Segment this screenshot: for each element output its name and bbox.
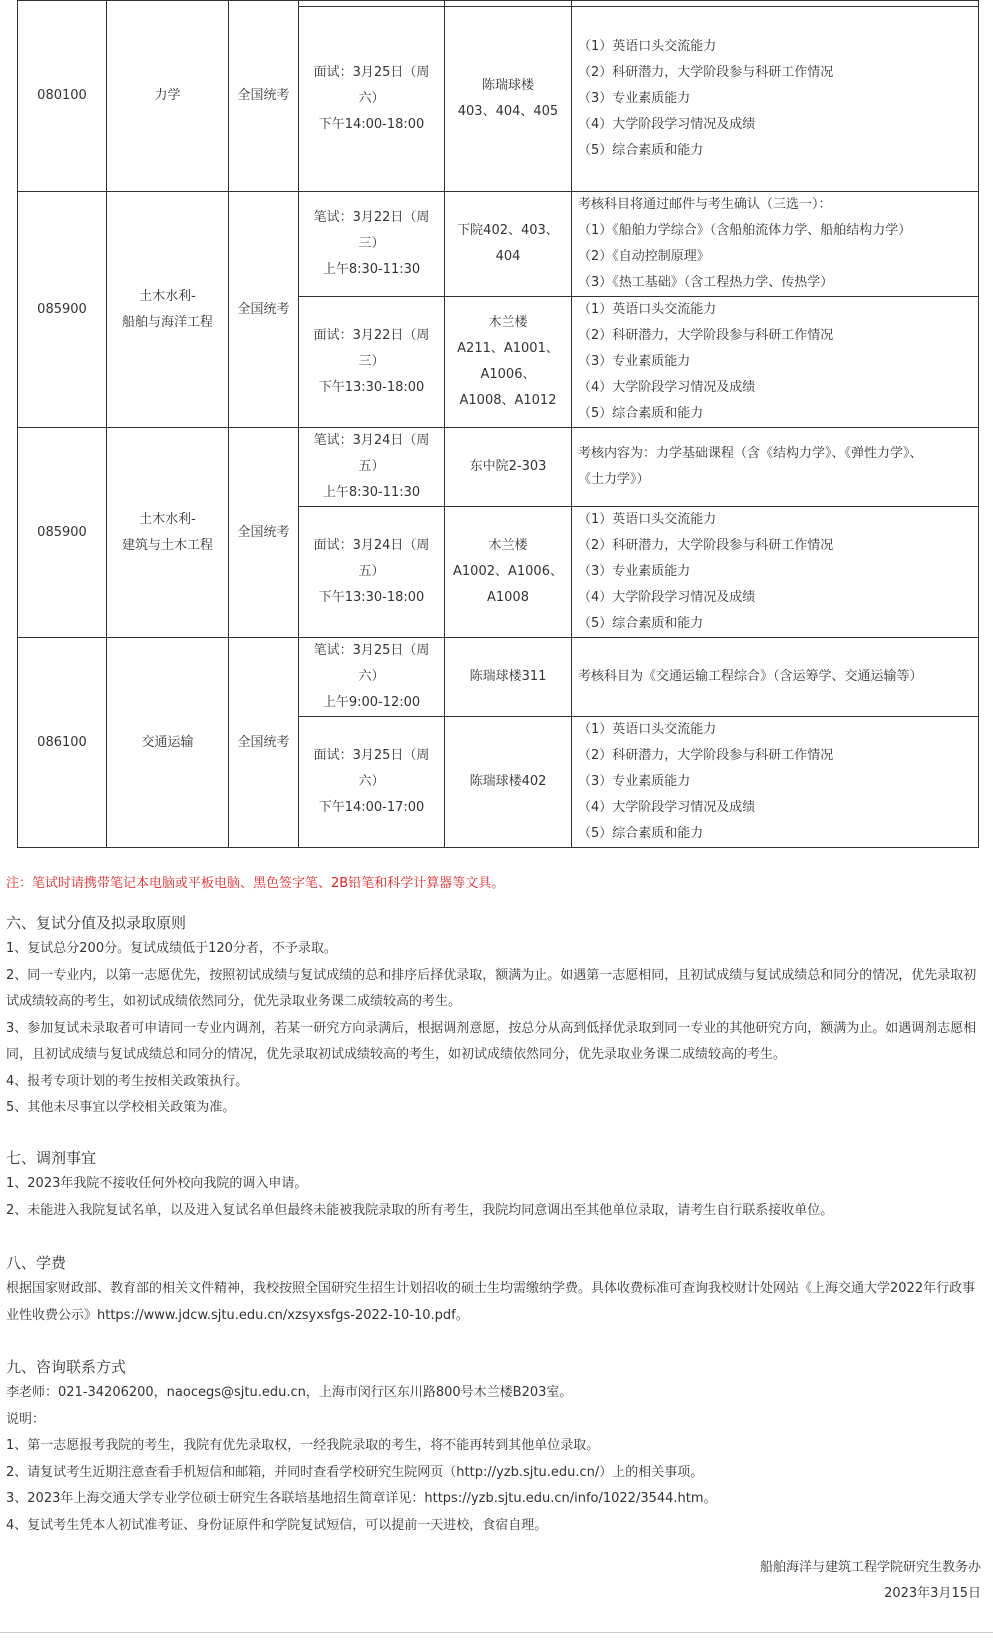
assessment-content-cell-line: （3）专业素质能力 <box>578 91 691 106</box>
assessment-content-cell-line: （4）大学阶段学习情况及成绩 <box>578 380 756 395</box>
session-time-cell-line: 下午13:30-18:00 <box>318 380 425 395</box>
section-scoring-principles <box>6 910 985 1122</box>
session-location-cell <box>445 192 572 297</box>
assessment-content-cell-line: （3）《热工基础》（含工程热力学、传热学） <box>578 275 834 290</box>
section-title: 六、复试分值及拟录取原则 <box>6 914 187 932</box>
assessment-content-cell-line: （5）综合素质和能力 <box>578 406 704 421</box>
section-paragraph: 根据国家财政部、教育部的相关文件精神，我校按照全国研究生招生计划招收的硕士生均需缴纳学费。具体收费标准可查询我校财计处网站《上海交通大学2022年行政事业性收费公示》https://www.jdcw.sjtu.edu.cn/xzsyxsfgs-2022-10-10.pdf。 <box>6 1281 976 1323</box>
assessment-content-cell-line: （4）大学阶段学习情况及成绩 <box>578 117 756 132</box>
session-location-cell <box>445 297 572 428</box>
session-time-cell <box>299 297 445 428</box>
session-time-cell-line: 五） <box>358 564 385 579</box>
session-time-cell <box>299 192 445 297</box>
assessment-content-cell-line: （1）英语口头交流能力 <box>578 722 717 737</box>
session-time-cell-line: 五） <box>358 459 385 474</box>
assessment-content-cell <box>572 297 979 428</box>
section-title: 七、调剂事宜 <box>6 1149 97 1167</box>
major-name-cell-line: 力学 <box>154 88 181 103</box>
session-location-cell <box>445 717 572 848</box>
assessment-content-cell-line: 考核科目将通过邮件与考生确认（三选一）： <box>578 197 832 212</box>
session-location-cell-line: 404 <box>495 249 521 264</box>
assessment-content-cell-line: （2）科研潜力，大学阶段参与科研工作情况 <box>578 748 834 763</box>
session-location-cell <box>445 507 572 638</box>
section-paragraph: 2、同一专业内，以第一志愿优先，按照初试成绩与复试成绩的总和排序后择优录取，额满为止。如遇第一志愿相同，且初试成绩与复试成绩总和同分的情况，优先录取初试成绩较高的考生，如初试成绩依然同分，优先录取业务课二成绩较高的考生。 <box>6 967 977 1009</box>
section-paragraph: 李老师：021-34206200，naocegs@sjtu.edu.cn，上海市闵行区东川路800号木兰楼B203室。 <box>6 1385 573 1400</box>
session-time-cell-line: 六） <box>358 774 385 789</box>
session-location-cell-line: 陈瑞球楼 <box>481 78 534 93</box>
assessment-content-cell <box>572 638 979 717</box>
session-time-cell-line: 六） <box>358 91 385 106</box>
assessment-content-cell-line: （3）专业素质能力 <box>578 774 691 789</box>
section-contact <box>6 1354 985 1539</box>
section-paragraph: 说明： <box>6 1411 46 1427</box>
table-row <box>18 428 979 507</box>
assessment-content-cell <box>572 7 979 192</box>
major-code-cell: 086100 <box>18 638 107 848</box>
assessment-content-cell-line: 《土力学》） <box>578 472 650 487</box>
assessment-content-cell <box>572 428 979 507</box>
section-paragraph: 3、参加复试未录取者可申请同一专业内调剂，若某一研究方向录满后，根据调剂意愿，按总分从高到低择优录取到同一专业的其他研究方向，额满为止。如遇调剂志愿相同，且初试成绩与复试成绩总和同分的情况，优先录取初试成绩较高的考生，如初试成绩依然同分，优先录取业务课二成绩较高的考生。 <box>6 1020 977 1062</box>
page-bottom-divider <box>0 1632 993 1633</box>
assessment-content-cell-line: （2）科研潜力，大学阶段参与科研工作情况 <box>578 65 834 80</box>
assessment-content-cell <box>572 717 979 848</box>
session-location-cell-line: 下院402、403、 <box>457 223 559 238</box>
session-location-cell-line: 陈瑞球楼311 <box>469 669 547 684</box>
session-location-cell-line: 陈瑞球楼402 <box>469 774 547 789</box>
session-time-cell-line: 上午8:30-11:30 <box>322 485 421 500</box>
major-name-cell <box>107 192 229 428</box>
session-time-cell-line: 笔试：3月25日（周 <box>313 643 430 658</box>
session-location-cell-line: 东中院2-303 <box>469 459 547 474</box>
exam-type-cell: 全国统考 <box>229 638 299 848</box>
assessment-content-cell-line: （3）专业素质能力 <box>578 354 691 369</box>
session-time-cell-line: 面试：3月22日（周 <box>313 328 430 343</box>
major-name-cell-line: 交通运输 <box>141 734 194 750</box>
major-code-cell: 085900 <box>18 428 107 638</box>
session-location-cell-line: 木兰楼 <box>488 538 528 553</box>
assessment-content-cell-line: 考核内容为：力学基础课程（含《结构力学》、《弹性力学》、 <box>578 446 923 461</box>
session-location-cell <box>445 638 572 717</box>
table-row <box>18 638 979 717</box>
table-row <box>18 192 979 297</box>
section-title: 八、学费 <box>6 1254 67 1272</box>
assessment-content-cell-line: （1）英语口头交流能力 <box>578 39 717 54</box>
assessment-content-cell <box>572 192 979 297</box>
session-time-cell-line: 下午13:30-18:00 <box>318 590 425 605</box>
assessment-content-cell-line: （5）综合素质和能力 <box>578 143 704 158</box>
section-title: 九、咨询联系方式 <box>6 1358 127 1376</box>
assessment-content-cell-line: （1）英语口头交流能力 <box>578 302 717 317</box>
session-location-cell-line: A211、A1001、 <box>457 341 559 356</box>
assessment-content-cell <box>572 507 979 638</box>
section-tuition <box>6 1250 985 1329</box>
section-paragraph: 1、2023年我院不接收任何外校向我院的调入申请。 <box>6 1176 308 1191</box>
assessment-content-cell-line: （5）综合素质和能力 <box>578 826 704 841</box>
assessment-content-cell-line: （2）科研潜力，大学阶段参与科研工作情况 <box>578 538 834 553</box>
issuing-office: 船舶海洋与建筑工程学院研究生教务办 <box>759 1560 981 1575</box>
major-code-cell: 080100 <box>18 1 107 192</box>
assessment-content-cell-line: （4）大学阶段学习情况及成绩 <box>578 590 756 605</box>
major-name-cell <box>107 638 229 848</box>
section-paragraph: 1、复试总分200分。复试成绩低于120分者，不予录取。 <box>6 941 337 956</box>
session-location-cell-line: 403、404、405 <box>457 104 559 119</box>
session-location-cell-line: A1002、A1006、 <box>453 564 563 579</box>
assessment-content-cell-line: （2）科研潜力，大学阶段参与科研工作情况 <box>578 328 834 343</box>
session-time-cell <box>299 638 445 717</box>
session-time-cell <box>299 428 445 507</box>
session-time-cell <box>299 7 445 192</box>
assessment-content-cell-line: （5）综合素质和能力 <box>578 616 704 631</box>
session-time-cell-line: 笔试：3月22日（周 <box>313 210 430 225</box>
assessment-content-cell-line: （1）英语口头交流能力 <box>578 512 717 527</box>
exam-note: 注：笔试时请携带笔记本电脑或平板电脑、黑色签字笔、2B铅笔和科学计算器等文具。 <box>6 876 505 891</box>
session-time-cell-line: 上午9:00-12:00 <box>322 695 421 710</box>
session-time-cell-line: 上午8:30-11:30 <box>322 262 421 277</box>
interview-schedule-table <box>17 0 979 848</box>
session-time-cell <box>299 717 445 848</box>
exam-type-cell: 全国统考 <box>229 192 299 428</box>
assessment-content-cell-line: 考核科目为《交通运输工程综合》（含运筹学、交通运输等） <box>578 669 923 684</box>
schedule-table-body <box>18 1 979 848</box>
session-location-cell <box>445 7 572 192</box>
session-time-cell-line: 面试：3月24日（周 <box>313 538 430 553</box>
section-paragraph: 2、未能进入我院复试名单，以及进入复试名单但最终未能被我院录取的所有考生，我院均同意调出至其他单位录取，请考生自行联系接收单位。 <box>6 1202 834 1218</box>
session-location-cell-line: A1008、A1012 <box>459 393 557 408</box>
session-time-cell-line: 笔试：3月24日（周 <box>313 433 430 448</box>
section-paragraph: 2、请复试考生近期注意查看手机短信和邮箱，并同时查看学校研究生院网页（http://yzb.sjtu.edu.cn/）上的相关事项。 <box>6 1464 704 1480</box>
assessment-content-cell-line: （2）《自动控制原理》 <box>578 249 710 264</box>
major-name-cell-line: 土木水利- <box>139 511 196 527</box>
session-time-cell-line: 三） <box>358 354 385 369</box>
section-paragraph: 4、报考专项计划的考生按相关政策执行。 <box>6 1073 249 1089</box>
major-name-cell <box>107 428 229 638</box>
session-time-cell-line: 六） <box>358 669 385 684</box>
session-location-cell-line: A1006、 <box>480 367 536 382</box>
exam-type-cell: 全国统考 <box>229 428 299 638</box>
session-time-cell-line: 面试：3月25日（周 <box>313 748 430 763</box>
section-paragraph: 4、复试考生凭本人初试准考证、身份证原件和学院复试短信，可以提前一天进校，食宿自理。 <box>6 1517 548 1533</box>
assessment-content-cell-line: （1）《船舶力学综合》（含船舶流体力学、船舶结构力学） <box>578 223 912 238</box>
major-code-cell: 085900 <box>18 192 107 428</box>
issue-date: 2023年3月15日 <box>884 1586 981 1601</box>
section-adjustment <box>6 1145 985 1224</box>
major-name-cell-line: 船舶与海洋工程 <box>121 314 213 330</box>
session-location-cell-line: 木兰楼 <box>488 315 528 330</box>
session-time-cell-line: 面试：3月25日（周 <box>313 65 430 80</box>
major-name-cell-line: 建筑与土木工程 <box>121 537 213 553</box>
session-time-cell <box>299 507 445 638</box>
section-paragraph: 1、第一志愿报考我院的考生，我院有优先录取权，一经我院录取的考生，将不能再转到其他单位录取。 <box>6 1438 600 1453</box>
session-time-cell-line: 下午14:00-18:00 <box>318 117 425 132</box>
section-paragraph: 5、其他未尽事宜以学校相关政策为准。 <box>6 1100 236 1115</box>
assessment-content-cell-line: （3）专业素质能力 <box>578 564 691 579</box>
major-name-cell <box>107 1 229 192</box>
session-location-cell <box>445 428 572 507</box>
major-name-cell-line: 土木水利- <box>139 288 196 304</box>
session-time-cell-line: 三） <box>358 236 385 251</box>
session-time-cell-line: 下午14:00-17:00 <box>318 800 425 815</box>
exam-type-cell: 全国统考 <box>229 1 299 192</box>
assessment-content-cell-line: （4）大学阶段学习情况及成绩 <box>578 800 756 815</box>
session-location-cell-line: A1008 <box>487 590 529 605</box>
section-paragraph: 3、2023年上海交通大学专业学位硕士研究生各联培基地招生简章详见：https://yzb.sjtu.edu.cn/info/1022/3544.htm。 <box>6 1491 717 1506</box>
